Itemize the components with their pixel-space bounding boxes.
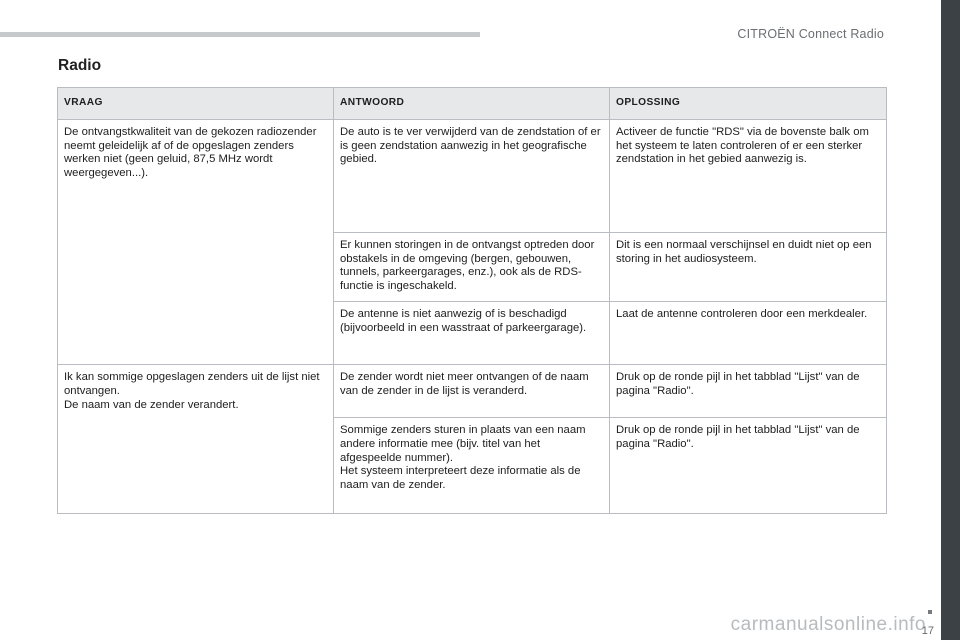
solution-cell: Activeer de functie "RDS" via de bovenste balk om het systeem te laten controleren of er een sterker zendstation in het gebied aanwezig is. <box>610 120 887 233</box>
page-bullet <box>928 610 932 614</box>
faq-table <box>57 87 887 514</box>
answer-cell: Er kunnen storingen in de ontvangst optreden door obstakels in de omgeving (bergen, gebouwen, tunnels, parkeergarages, enz.), ook als de RDS-functie is ingeschakeld. <box>334 233 610 302</box>
page-number: 17 <box>921 625 934 637</box>
side-bar <box>941 0 960 640</box>
column-header-solution: OPLOSSING <box>610 88 887 120</box>
table-row <box>58 120 887 233</box>
watermark: carmanualsonline.info <box>730 614 926 635</box>
solution-cell: Laat de antenne controleren door een merkdealer. <box>610 302 887 365</box>
solution-cell: Dit is een normaal verschijnsel en duidt niet op een storing in het audiosysteem. <box>610 233 887 302</box>
column-header-answer: ANTWOORD <box>334 88 610 120</box>
answer-cell: Sommige zenders sturen in plaats van een naam andere informatie mee (bijv. titel van het afgespeelde nummer). Het systeem interpreteert deze informatie als de naam van de zender. <box>334 418 610 514</box>
answer-cell: De auto is te ver verwijderd van de zendstation of er is geen zendstation aanwezig in het geografische gebied. <box>334 120 610 233</box>
running-header: CITROËN Connect Radio <box>737 27 884 41</box>
table-header-row <box>58 88 887 120</box>
section-title: Radio <box>58 57 102 74</box>
solution-cell: Druk op de ronde pijl in het tabblad "Lijst" van de pagina "Radio". <box>610 365 887 418</box>
question-cell: Ik kan sommige opgeslagen zenders uit de lijst niet ontvangen. De naam van de zender verandert. <box>58 365 334 514</box>
solution-cell: Druk op de ronde pijl in het tabblad "Lijst" van de pagina "Radio". <box>610 418 887 514</box>
header-rule <box>0 32 480 37</box>
question-cell: De ontvangstkwaliteit van de gekozen radiozender neemt geleidelijk af of de opgeslagen zenders werken niet (geen geluid, 87,5 MHz wordt weergegeven...). <box>58 120 334 365</box>
column-header-question: VRAAG <box>58 88 334 120</box>
answer-cell: De antenne is niet aanwezig of is beschadigd (bijvoorbeeld in een wasstraat of parkeergarage). <box>334 302 610 365</box>
answer-cell: De zender wordt niet meer ontvangen of de naam van de zender in de lijst is veranderd. <box>334 365 610 418</box>
table-row <box>58 365 887 418</box>
